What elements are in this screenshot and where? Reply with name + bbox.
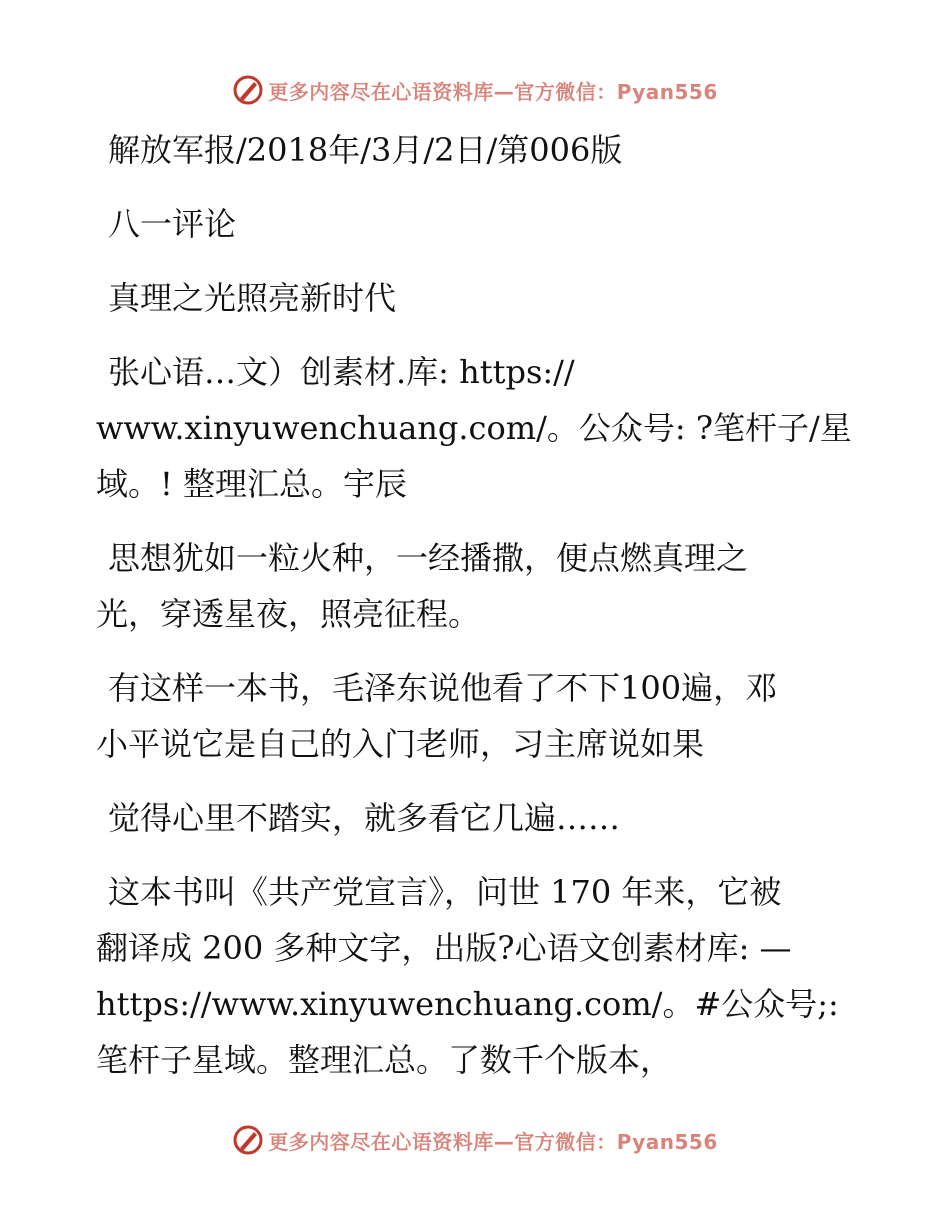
pen-logo-icon (232, 74, 264, 106)
text-line: 笔杆子星域。整理汇总。了数千个版本， (96, 1041, 673, 1079)
text-line: 这本书叫《共产党宣言》，问世 170 年来，它被 (108, 873, 782, 911)
paragraph (96, 660, 856, 772)
text-line: 翻译成 200 多种文字，出版?心语文创素材库: — (96, 929, 792, 967)
text-line: https://www.xinyuwenchuang.com/。#公众号;: (96, 985, 839, 1023)
text-line: 八一评论 (108, 205, 237, 243)
footer-watermark (0, 1120, 950, 1160)
text-line: 张心语…文）创素材.库: https:// (108, 353, 575, 391)
text-line: 思想犹如一粒火种，一经播撒，便点燃真理之 (108, 539, 749, 577)
text-line: 觉得心里不踏实，就多看它几遍…… (108, 799, 621, 837)
paragraph (96, 270, 856, 326)
text-line: 解放军报/2018年/3月/2日/第006版 (108, 131, 623, 169)
text-line: www.xinyuwenchuang.com/。公众号: ?笔杆子/星 (96, 409, 852, 447)
text-line: 真理之光照亮新时代 (108, 279, 397, 317)
paragraph (96, 196, 856, 252)
paragraph (96, 122, 856, 178)
document-body (96, 122, 856, 1106)
text-line: 光，穿透星夜，照亮征程。 (96, 595, 481, 633)
paragraph (96, 864, 856, 1088)
watermark-text: 更多内容尽在心语资料库—官方微信：Pyan556 (268, 1129, 718, 1154)
paragraph (96, 790, 856, 846)
pen-logo-icon (232, 1124, 264, 1156)
header-watermark (0, 70, 950, 110)
text-line: 域。! 整理汇总。宇辰 (96, 465, 408, 503)
watermark-text: 更多内容尽在心语资料库—官方微信：Pyan556 (268, 79, 718, 104)
text-line: 小平说它是自己的入门老师，习主席说如果 (96, 725, 705, 763)
paragraph (96, 344, 856, 512)
paragraph (96, 530, 856, 642)
text-line: 有这样一本书，毛泽东说他看了不下100遍，邓 (108, 669, 778, 707)
